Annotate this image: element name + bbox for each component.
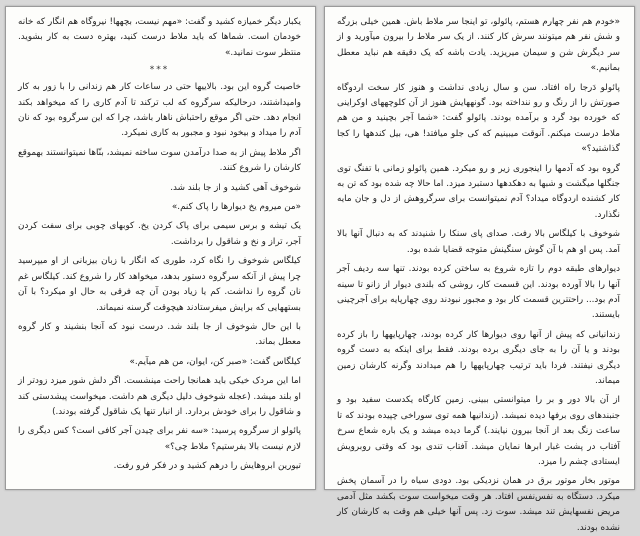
paragraph: یک تیشه و برس سیمی برای پاک کردن یخ. کوبهای چوبی برای سفت کردن آجر، تراز و نخ و شاقول را برداشت. (18, 221, 301, 247)
right-page-text (337, 15, 620, 536)
left-page (5, 6, 316, 490)
paragraph: «خودم هم نفر چهارم هستم، پائولو، تو اینجا سر ملاط باش. همین خیلی بزرگه و شش نفر هم میتونند سرش کار کنند. از یک سر ملاط را بیرون میآورید و از سر دیگرش شن و سیمان میریزید. یادت باشه که یک دقیقه هم نباید معطل بمانیم.» (337, 17, 620, 74)
left-page-text (18, 15, 301, 475)
right-page (324, 6, 635, 533)
section-separator: *** (149, 65, 170, 76)
paragraph: اما این مردک خیکی باید همانجا راحت مینشست. اگر دلش شور میزد زودتر از او بلند میشد. (عجله شوخوف دلیل دیگری هم داشت. میخواست پیشدستی کند و شاقول را برای خودش بردارد. از انبار تنها یک شاقول گرفته بودند.) (18, 376, 301, 417)
paragraph: با این حال شوخوف از جا بلند شد. درست نبود که آنجا بنشیند و کار گروه معطل بماند. (18, 321, 301, 348)
paragraph: موتور بخار موتور برق در همان نزدیکی بود. دودی سیاه را در آسمان پخش میکرد. دستگاه به نفس‌نفس افتاد. هر وقت میخواست سوت بکشد مثل آدمی مریض نفسهایش تند میشد. سوت زد. پس آنها خیلی هم وقت به کارشان کار نشده بودند. (337, 476, 620, 533)
paragraph: یکبار دیگر خمیازه کشید و گفت: «مهم نیست، بچهها! نیروگاه هم انگار که خانه خودمان است. شماها که باید ملاط درست کنید، بهتره دست به کار بشوید. منتظر سوت نمانید.» (18, 17, 301, 58)
paragraph: شوخوف آهی کشید و از جا بلند شد. (170, 182, 301, 193)
paragraph: تیورین ابروهایش را درهم کشید و در فکر فرو رفت. (113, 461, 301, 472)
paragraph: از آن بالا دور و بر را میتوانستی ببینی. زمین کارگاه یکدست سفید بود و جنبندهای روی برفها دیده نمیشد. (زندانیها همه توی سوراخی چپیده بودند که تا ساعت زنگ بعد از آنجا بیرون نیایند.) گرما دیده میشد و یک باره شعاع سرخ آفتاب در پشت غبار ابرها نمایان میشد. آفتاب تندی بود که وقتی روبرویش ایستادی چشم را میزد. (337, 395, 620, 467)
paragraph: دیوارهای طبقه دوم را تازه شروع به ساختن کرده بودند. تنها سه ردیف آجر آنها را بالا آورده بودند. این قسمت کار، روشی که بلندی دیوار از زانو تا سینه آدم بود... راحتترین قسمت کار بود و مجبور نبودند روی چهارپایه برای آجرچینی بایستند. (337, 264, 620, 321)
paragraph: پائولو دَرجا راه افتاد. سن و سال زیادی نداشت و هنوز کار سخت اردوگاه صورتش را از رنگ و رو ننداخته بود. گونههایش هنوز از آن کلوچههای اوکراینی که خورده بود گرد و برآمده بودند. پائولو گفت: «شما آجر بچینید و من هم ملاط درست میکنم. آنوقت میبینیم که کی جلو میافتد! هی، بیل کندهها را کجا گذاشتید؟» (337, 82, 620, 155)
paragraph: پائولو از سرگروه پرسید: «سه نفر برای چیدن آجر کافی است؟ کس دیگری را لازم نیست بالا بفرستیم؟ ملاط چی؟» (18, 426, 301, 452)
paragraph: شوخوف با کیلگاس بالا رفت. صدای پای سنکا را شنیدند که به دنبال آنها بالا آمد. پس او هم با آن گوش سنگینش متوجه قضایا شده بود. (337, 229, 620, 255)
paragraph: خاصیت گروه این بود. بالاییها حتی در ساعات کار هم زندانی را با زور به کار وامیداشتند، درحالیکه سرگروه که لب ترکند تا آدم کاری را که میخواهد بکند انجام دهد. حتی اگر موقع راحتباش ناهار باشد، چرا که این سرگروه بود که نان آدم را میداد و بیخود نبود و مجبور به کاری نمیکرد. (18, 82, 301, 139)
paragraph: اگر ملاط پیش از به صدا درآمدن سوت ساخته نمیشد، بنّاها نمیتوانستند بهموقع کارشان را شروع کنند. (18, 147, 301, 174)
paragraph: کیلگاس گفت: «صبر کن، ایوان، من هم میآیم.» (129, 356, 301, 367)
paragraph: «من میروم یخ دیوارها را پاک کنم.» (171, 202, 301, 213)
paragraph: زندانیانی که پیش از آنها روی دیوارها کار کرده بودند، چهارپایهها را باز کرده بودند و یا آن را به جای دیگری برده بودند. فقط برای اینکه به دست گروه دیگری نیفتند. فردا باید ترتیب چهارپایهها را هم میدادند وگرنه کارشان زمین میماند. (337, 329, 620, 386)
paragraph: گروه بود که آدمها را اینجوری زیر و رو میکرد. همین پائولو زمانی با تفنگ توی جنگلها میگشت و شبها به دهکدهها دستبرد میزد. اما حالا چه شده بود که تن به کار کشنده اردوگاه میداد؟ آدم نمیتوانست برای سرگروهش از دل و جان مایه نگذارد. (337, 163, 620, 220)
paragraph: کیلگاس شوخوف را نگاه کرد، طوری که انگار با زبان بیزبانی از او میپرسید چرا پیش از آنکه سرگروه دستور بدهد، میخواهد کار را شروع کند. کیلگاس غم نان گروه را نداشت. کم یا زیاد بودن آن چه فرقی به حال او میکرد؟ با آن بستههایی که برایش میفرستادند هیچوقت گرسنه نمیماند. (18, 256, 301, 313)
